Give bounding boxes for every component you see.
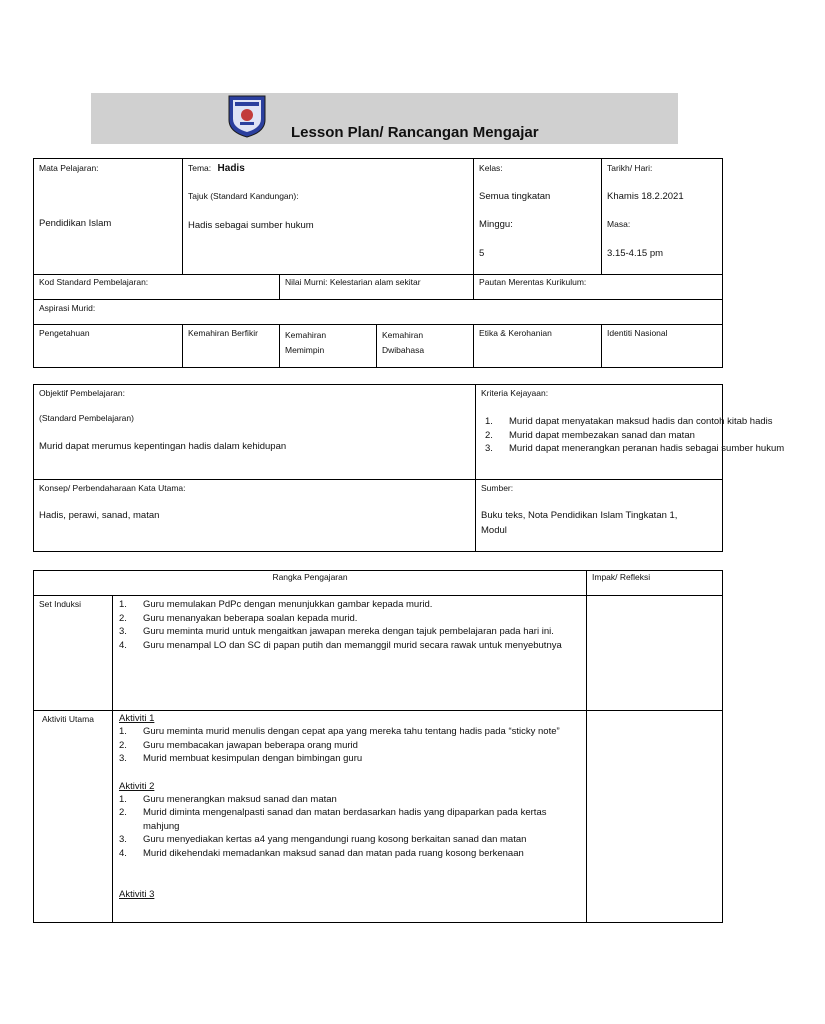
list-item-text: Murid diminta mengenalpasti sanad dan matan berdasarkan hadis yang dipaparkan pada kertas mahjung xyxy=(143,807,547,832)
list-item-text: Murid dikehendaki memadankan maksud sanad dan matan pada ruang kosong berkenaan xyxy=(143,847,524,859)
list-item-text: Murid dapat membezakan sanad dan matan xyxy=(509,429,695,441)
tema-cell xyxy=(183,159,474,275)
plan-table xyxy=(33,570,723,923)
list-item-number: 1. xyxy=(119,793,127,805)
aktiviti-1-list xyxy=(119,725,580,766)
mata-pelajaran-cell xyxy=(34,159,183,275)
objektif-cell xyxy=(34,385,476,480)
tarikh-cell xyxy=(602,159,723,275)
standard-label: (Standard Pembelajaran) xyxy=(39,413,134,423)
objektif-label: Objektif Pembelajaran: xyxy=(39,388,125,398)
list-item xyxy=(119,793,580,807)
kelas-cell xyxy=(474,159,602,275)
mata-pelajaran-value: Pendidikan Islam xyxy=(39,218,112,229)
masa-label: Masa: xyxy=(607,219,631,229)
masa-value: 3.15-4.15 pm xyxy=(607,248,664,259)
list-item-number: 2. xyxy=(485,429,493,441)
identiti-label: Identiti Nasional xyxy=(602,325,723,368)
list-item-text: Guru meminta murid menulis dengan cepat apa yang mereka tahu tentang hadis pada “sticky note” xyxy=(143,726,560,737)
kemahiran-memimpin-label: Kemahiran Memimpin xyxy=(280,325,377,368)
tajuk-label: Tajuk (Standard Kandungan): xyxy=(188,191,299,201)
info-table xyxy=(33,158,723,368)
impak-header: Impak/ Refleksi xyxy=(587,571,723,596)
set-induksi-list xyxy=(119,598,580,652)
kelas-value: Semua tingkatan xyxy=(479,191,551,202)
list-item-number: 3. xyxy=(485,443,493,454)
aktiviti-2-title: Aktiviti 2 xyxy=(119,780,155,792)
list-item xyxy=(119,847,580,861)
list-item xyxy=(119,739,580,753)
konsep-cell xyxy=(34,480,476,552)
konsep-label: Konsep/ Perbendaharaan Kata Utama: xyxy=(39,483,186,493)
list-item-number: 2. xyxy=(119,807,127,818)
objektif-text: Murid dapat merumus kepentingan hadis dalam kehidupan xyxy=(39,441,287,452)
pautan-label: Pautan Merentas Kurikulum: xyxy=(474,275,723,300)
list-item-text: Murid dapat menyatakan maksud hadis dan contoh kitab hadis xyxy=(509,416,773,427)
konsep-text: Hadis, perawi, sanad, matan xyxy=(39,510,160,521)
list-item-text: Guru menyediakan kertas a4 yang mengandungi ruang kosong berkaitan sanad dan matan xyxy=(143,834,527,845)
mata-pelajaran-label: Mata Pelajaran: xyxy=(39,163,99,173)
list-item xyxy=(119,612,580,626)
list-item-text: Murid dapat menerangkan peranan hadis sebagai sumber hukum xyxy=(509,443,785,454)
aktiviti-1-title: Aktiviti 1 xyxy=(119,713,155,724)
list-item xyxy=(119,833,580,847)
list-item-number: 1. xyxy=(119,726,127,737)
list-item xyxy=(119,806,580,833)
list-item-number: 2. xyxy=(119,739,127,751)
list-item xyxy=(119,625,580,639)
list-item xyxy=(485,415,825,429)
nilai-murni-label: Nilai Murni: Kelestarian alam sekitar xyxy=(280,275,474,300)
list-item-text: Murid membuat kesimpulan dengan bimbingan guru xyxy=(143,753,363,764)
aktiviti-utama-content xyxy=(113,711,587,923)
kelas-label: Kelas: xyxy=(479,163,503,173)
list-item xyxy=(485,442,825,456)
list-item-number: 3. xyxy=(119,753,127,764)
kriteria-cell xyxy=(476,385,785,480)
list-item xyxy=(119,598,580,612)
kemahiran-dwibahasa-label: Kemahiran Dwibahasa xyxy=(377,325,474,368)
list-item-text: Guru meminta murid untuk mengaitkan jawapan mereka dengan tajuk pembelajaran pada hari ini. xyxy=(143,626,554,637)
objectives-table xyxy=(33,384,785,552)
minggu-label: Minggu: xyxy=(479,219,513,230)
list-item-number: 1. xyxy=(485,416,493,427)
list-item-text: Guru menanyakan beberapa soalan kepada murid. xyxy=(143,612,358,624)
list-item-number: 4. xyxy=(119,847,127,859)
list-item-text: Guru membacakan jawapan beberapa orang murid xyxy=(143,739,358,751)
tarikh-value: Khamis 18.2.2021 xyxy=(607,191,684,202)
tajuk-value: Hadis sebagai sumber hukum xyxy=(188,220,314,231)
aktiviti-utama-refleksi xyxy=(587,711,723,923)
list-item xyxy=(485,429,825,443)
sumber-cell xyxy=(476,480,723,552)
list-item-number: 3. xyxy=(119,626,127,637)
rangka-header: Rangka Pengajaran xyxy=(34,571,587,596)
list-item xyxy=(119,639,580,653)
sumber-line1: Buku teks, Nota Pendidikan Islam Tingkatan 1, xyxy=(481,510,678,521)
kriteria-label: Kriteria Kejayaan: xyxy=(481,388,549,398)
minggu-value: 5 xyxy=(479,248,485,259)
aktiviti-2-list xyxy=(119,793,580,861)
aktiviti-3-title: Aktiviti 3 xyxy=(119,889,155,900)
list-item-number: 2. xyxy=(119,612,127,624)
kriteria-list xyxy=(485,415,825,456)
etika-label: Etika & Kerohanian xyxy=(474,325,602,368)
aktiviti-utama-label: Aktiviti Utama xyxy=(34,711,113,923)
kod-standard-label: Kod Standard Pembelajaran: xyxy=(34,275,280,300)
tarikh-label: Tarikh/ Hari: xyxy=(607,163,653,173)
tema-value: Hadis xyxy=(217,163,245,174)
list-item-text: Guru menampal LO dan SC di papan putih dan memanggil murid secara rawak untuk menyebutnya xyxy=(143,639,562,651)
list-item xyxy=(119,725,580,739)
page-title: Lesson Plan/ Rancangan Mengajar xyxy=(291,124,539,141)
list-item-text: Guru menerangkan maksud sanad dan matan xyxy=(143,793,337,805)
sumber-label: Sumber: xyxy=(481,483,514,493)
aspirasi-label: Aspirasi Murid: xyxy=(34,300,723,325)
list-item-number: 1. xyxy=(119,599,127,610)
list-item-number: 3. xyxy=(119,834,127,845)
sumber-line2: Modul xyxy=(481,525,507,536)
set-induksi-label: Set Induksi xyxy=(34,596,113,711)
list-item xyxy=(119,752,580,766)
school-crest-icon xyxy=(226,94,268,138)
list-item-text: Guru memulakan PdPc dengan menunjukkan gambar kepada murid. xyxy=(143,599,433,610)
set-induksi-content xyxy=(113,596,587,711)
kemahiran-berfikir-label: Kemahiran Berfikir xyxy=(183,325,280,368)
set-induksi-refleksi xyxy=(587,596,723,711)
tema-label: Tema: xyxy=(188,163,212,173)
pengetahuan-label: Pengetahuan xyxy=(34,325,183,368)
list-item-number: 4. xyxy=(119,639,127,651)
